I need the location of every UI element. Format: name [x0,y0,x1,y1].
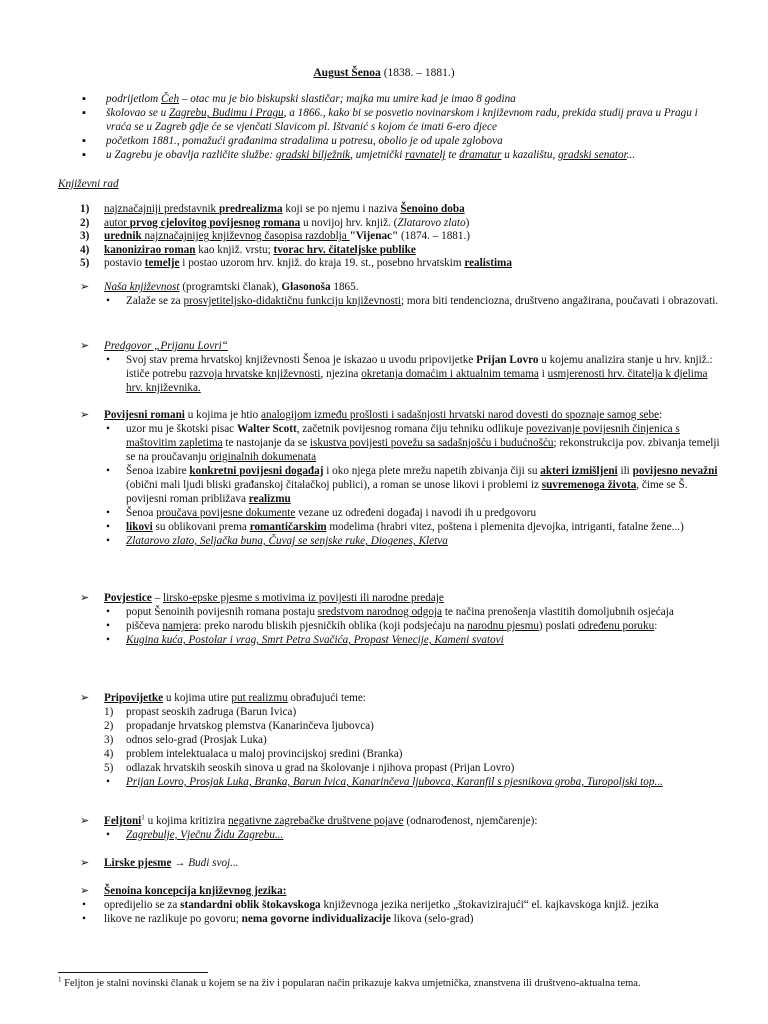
text-run: obrađujući teme: [287,692,366,704]
text-run: negativne zagrebačke društvene pojave [228,815,404,827]
text-run: nema govorne individualizacije [241,913,391,925]
text-run: kao knjiž. vrstu; [195,243,274,256]
text-run: koji se po njemu i naziva [282,203,401,215]
theme-item [80,705,720,719]
text-run: suvremenoga života [541,479,637,491]
jezik-heading [80,884,720,898]
text-run: standardni oblik štokavskoga [180,899,321,911]
text-run: uzor mu je škotski pisac [126,423,237,435]
bullet-item [80,520,720,534]
text-run: (1874. – 1881.) [398,230,471,243]
text-run: , a 1866., kako bi se posvetio novinarskom i književnom radu, prekida studij prava u Pragu i vraća se u Zagreb gdje će se vjenčati Slavicom pl. Ištvanić s kojom će imati 6-ero djece [106,107,698,133]
footnote-divider [58,972,208,973]
numbered-list [80,202,720,270]
text-run: ) poslati [538,620,579,632]
text-run: konkretni povijesni događaj [189,465,324,477]
bio-item [80,134,720,148]
feljtoni-heading [80,814,720,828]
romani-bullets [80,422,720,548]
text-run: ... [626,149,636,161]
nasa-heading [80,280,720,294]
text-run: Čeh [161,93,180,105]
item-text: odlazak hrvatskih seoskih sinova u grad na školovanje i njihova propast (Prijan Lovro) [126,762,515,774]
text-run: analogijom između prošlosti i sadašnjosti hrvatski narod dovesti do spoznaje samog sebe [261,409,660,421]
text-run: školovao se u [106,107,170,119]
text-run: Šenoa izabire [126,465,190,477]
text-run: romantičarskim [249,521,327,533]
item-number: 4) [104,748,114,760]
text-run: usmjerenosti hrv. čitatelja k djelima hrv. književnika. [126,368,708,394]
theme-item [80,747,720,761]
text-run: akteri izmišljeni [540,465,618,477]
text-run: gradski senator [558,149,627,161]
text-run: , začetnik povijesnog romana čiju tehniku odlikuje [296,423,526,435]
text-run: okretanja domaćim i aktualnim temama [361,368,539,380]
item-text: odnos selo-grad (Prosjak Luka) [126,734,267,746]
text-run: povijesno nevažni [632,465,718,477]
text-run: i [538,368,548,380]
bullet-item [80,912,720,926]
text-run: te načina prenošenja vlastitih domoljubnih osjećaja [442,606,674,618]
theme-item [80,733,720,747]
text-run: Prijan Lovro, Prosjak Luka, Branka, Barun Ivica, Kanarinčeva ljubovca, Karanfil s pjesnikova groba, Turopoljski top... [126,776,663,788]
text-run: kanonizirao roman [104,243,196,256]
text-run: likove ne razlikuje po govoru; [104,913,242,925]
text-run: vezane uz određeni događaj i navodi ih u predgovoru [295,507,537,519]
text-run: (obični mali ljudi bliski građanskoj čitalačkoj publici), a roman se unose likovi i problemi iz [126,479,542,491]
text-run: dramatur [459,149,502,161]
text-run: , čime se Š. povijesni roman približava [126,479,688,505]
predgovor-bullet [80,353,720,395]
footnote-text: Feljton je stalni novinski članak u kojem se na živ i popularan način prikazuje kakva umjetnička, znanstvena ili društveno-aktualna tema. [61,978,641,989]
text-run: Svoj stav prema hrvatskoj književnosti Šenoa je iskazao u uvodu pripovijetke [126,354,477,366]
text-run: književnoga jezika nerijetko „štokavizirajući“ el. kajkavskoga knjiž. jezika [320,899,659,911]
pripovijetke-items [80,705,720,775]
text-run: poput Šenoinih povijesnih romana postaju [126,606,318,618]
text-run: Povjestice [104,592,152,604]
text-run: i postao uzorom hrv. knjiž. do kraja 19. st., posebno hrvatskim [179,257,465,270]
text-run: narodnu pjesmu [467,620,539,632]
text-run: originalnih dokumenata [209,451,317,463]
text-run: u kojemu analizira stanje u hrv. knjiž.: ističe potrebu [126,354,713,380]
block-lirske-pjesme [80,856,720,870]
text-run: Budi svoj... [188,857,239,869]
text-run: piščeva [126,620,163,632]
text-run: postavio [104,257,145,270]
text-run: Kugina kuća, Postolar i vrag, Smrt Petra Svačića, Propast Venecije, Kameni svatovi [126,634,504,646]
numbered-item [80,256,720,270]
block-jezik [80,884,720,926]
text-run: Zagrebu, Budimu i Pragu [169,107,284,119]
text-run: su oblikovani prema [152,521,250,533]
text-run: Prijan Lovro [476,354,539,366]
block-povjestice [80,591,720,647]
pripovijetke-works [80,775,720,789]
numbered-item [80,216,720,230]
text-run: : [654,620,658,632]
text-run: Šenoino doba [400,203,465,215]
item-number: 2) [104,720,114,732]
text-run: u kojima utire [163,692,232,704]
text-run: u kazalištu, [501,149,559,161]
text-run: modelima (hrabri vitez, poštena i plemenita djevojka, intriganti, fatalne žene...) [326,521,684,533]
numbered-item [80,202,720,216]
item-number: 5) [104,762,114,774]
text-run: autor [104,216,130,229]
bullet-item [80,464,720,506]
text-run: ) [465,216,470,229]
text-run: ili [617,465,633,477]
item-number: 1) [104,706,114,718]
block-feljtoni [80,814,720,842]
text-run: gradski bilježnik [275,149,351,161]
predgovor-heading [80,339,720,353]
text-run: Feljtoni [104,815,142,827]
bullet-item [80,898,720,912]
text-run: realistima [464,257,512,270]
text-run: Šenoa [126,507,157,519]
feljtoni-bullet [80,828,720,842]
numbered-item [80,229,720,243]
text-run: , umjetnički [350,149,406,161]
title-name: August Šenoa [313,67,381,79]
povjestice-heading [80,591,720,605]
text-run: povezivanje povijesnih činjenica s maštovitim zapletima [126,423,680,449]
text-run: razvoja hrvatske književnosti [189,368,321,380]
item-text: propast seoskih zadruga (Barun Ivica) [126,706,297,718]
pripovijetke-heading [80,691,720,705]
bio-item [80,92,720,106]
text-run: – otac mu je bio biskupski slastičar; majka mu umire kad je imao 8 godina [179,93,516,105]
text-run: Naša književnost [104,281,180,293]
text-run: Povijesni romani [104,409,185,421]
bullet-item [80,422,720,464]
text-run: prvog cjelovitog povijesnog romana [129,216,301,229]
footnote [58,977,728,991]
text-run: u novijoj hrv. knjiž. ( [300,216,398,229]
bullet-item [80,534,720,548]
item-number: 5) [80,257,90,270]
text-run: urednik [104,230,142,243]
text-run: (odnarođenost, njemčarenje): [403,815,538,827]
text-run: 1 [141,813,145,822]
text-run: (programtski članak), [179,281,282,293]
text-run: likova (selo-grad) [390,913,474,925]
text-run: u Zagrebu je obavlja različite službe: [106,149,276,161]
bio-item [80,106,720,134]
text-run: opredijelio se za [104,899,181,911]
bullet-item [80,619,720,633]
theme-item [80,761,720,775]
text-run: sredstvom narodnog odgoja [317,606,443,618]
block-predgovor [80,339,720,395]
page-title [0,66,768,80]
text-run: "Vijenac" [349,230,399,243]
text-run: 1865. [330,281,359,293]
block-povijesni-romani [80,408,720,548]
text-run: najznačajnijeg književnog časopisa razdoblja [141,230,350,243]
text-run: : [659,409,663,421]
item-number: 2) [80,216,90,229]
text-run: ravnatelj [405,149,446,161]
text-run: Glasonoša [281,281,331,293]
bullet-item [80,633,720,647]
text-run: u kojima kritizira [144,815,229,827]
text-run: podrijetlom [106,93,162,105]
bullet-item [80,605,720,619]
text-run: Zagrebulje, Vječnu Židu Zagrebu... [126,829,284,841]
footnote-mark: 1 [58,975,62,984]
bio-item [80,148,720,162]
text-run: Šenoina koncepcija književnog jezika: [104,885,287,897]
text-run: Pripovijetke [104,692,164,704]
text-run: temelje [144,257,180,270]
text-run: : preko narodu bliskih pjesničkih oblika (koji podsjećaju na [198,620,468,632]
text-run: namjera [162,620,199,632]
biography-list [80,92,720,162]
item-number: 3) [104,734,114,746]
jezik-bullets [80,898,720,926]
text-run: početkom 1881., pomažući građanima stradalima u potresu, obolio je od upale zglobova [106,135,503,147]
nasa-bullet [80,294,720,308]
text-run: ; rekonstrukcija pov. zbivanja temelji se na proučavanju [126,437,720,463]
bullet-item [80,506,720,520]
text-run: realizmu [248,493,291,505]
item-number: 1) [80,203,90,215]
text-run: Zlatarovo zlato [397,216,466,229]
block-nasa-knjizevnost [80,280,720,308]
numbered-item [80,243,720,257]
text-run: proučava povijesne dokumente [156,507,296,519]
text-run: predrealizma [218,203,283,215]
text-run: likovi [126,521,153,533]
text-run: tvorac hrv. čitateljske publike [273,243,416,256]
text-run: i oko njega plete mrežu napetih zbivanja čiji su [323,465,541,477]
romani-heading [80,408,720,422]
text-run: iskustva povijesti povežu sa sadašnjošću i budućnošću [309,437,554,449]
block-pripovijetke [80,691,720,789]
text-run: put realizmu [231,692,288,704]
text-run: → [171,857,189,869]
text-run: te [445,149,460,161]
povjestice-bullets [80,605,720,647]
section-heading: Književni rad [58,178,119,190]
text-run: u kojima je htio [184,409,262,421]
text-run: , njezina [320,368,362,380]
text-run: prosvjetiteljsko-didaktičnu funkciju književnosti [183,295,401,307]
item-text: problem intelektualaca u maloj provincijskoj sredini (Branka) [126,748,403,760]
text-run: Zlatarovo zlato, Seljačka buna, Čuvaj se senjske ruke, Diogenes, Kletva [126,535,448,547]
text-run: najznačajniji predstavnik [104,203,219,215]
theme-item [80,719,720,733]
item-number: 3) [80,230,90,243]
text-run: te nastojanje da se [222,437,310,449]
text-run: lirsko-epske pjesme s motivima iz povijesti ili narodne predaje [163,592,444,604]
text-run: Walter Scott [236,423,297,435]
item-number: 4) [80,243,90,256]
text-run: ; mora biti tendenciozna, društveno angažirana, poučavati i obrazovati. [400,295,719,307]
lirske-heading [80,856,720,870]
item-text: propadanje hrvatskog plemstva (Kanarinčeva ljubovca) [126,720,374,732]
text-run: Lirske pjesme [104,857,172,869]
text-run: – [151,592,164,604]
title-years: (1838. – 1881.) [383,67,455,79]
text-run: određenu poruku [578,620,655,632]
text-run: Predgovor „Prijanu Lovri“ [104,340,228,352]
text-run: Zalaže se za [126,295,184,307]
